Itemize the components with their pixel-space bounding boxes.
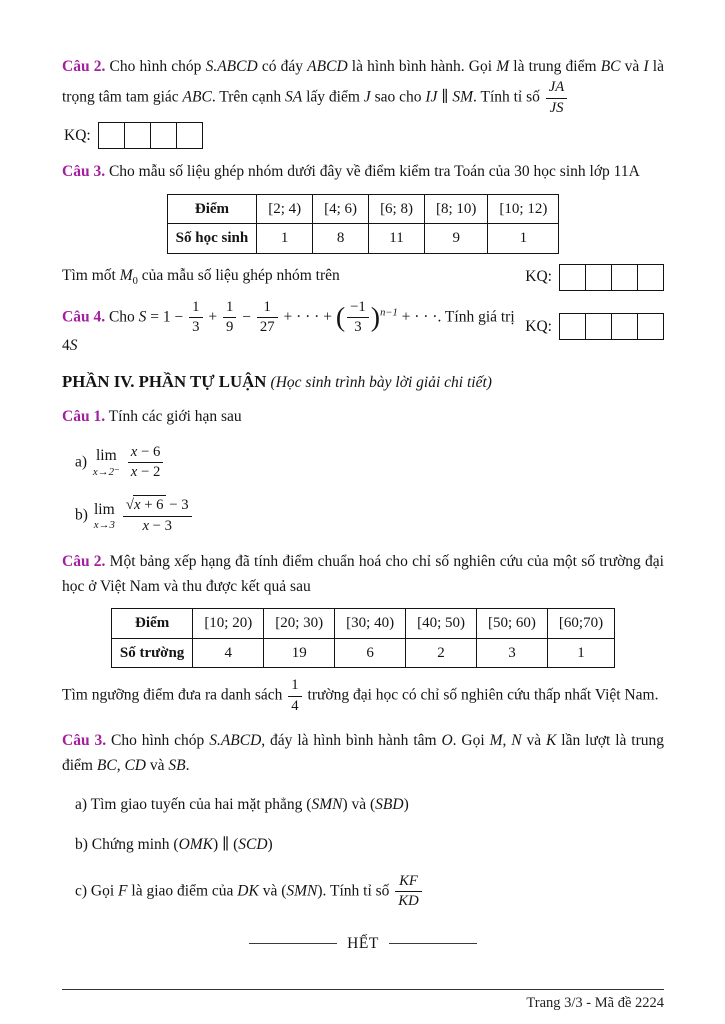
answer-cell — [585, 314, 611, 339]
text-run: − 2 — [137, 464, 161, 481]
fraction-denominator — [395, 892, 421, 911]
text-run: + 6 — [140, 496, 164, 513]
table-cell: 2 — [406, 638, 477, 668]
text-run: S — [69, 336, 78, 354]
text-run: 1 — [291, 677, 299, 694]
text-run: Cho hình chóp — [105, 58, 206, 75]
page-content — [62, 54, 664, 953]
text-run: trường đại học có chỉ số nghiên cứu thấp nhất Việt Nam. — [303, 687, 659, 705]
answer-box — [559, 264, 664, 291]
text-run: ). Tính tỉ số — [317, 882, 394, 900]
fraction — [123, 497, 192, 535]
text-run: 3 — [192, 319, 200, 336]
text-run: SM — [452, 88, 473, 106]
text-run: O — [441, 731, 453, 749]
text-run: 1 — [263, 298, 271, 315]
text-run: Cho hình chóp — [106, 731, 210, 749]
text-run: là giao điểm của — [127, 882, 238, 900]
text-run: K — [546, 731, 557, 749]
text-run: là trung điểm — [509, 58, 601, 75]
limit-subscript: x→3 — [93, 518, 115, 531]
text-run: I — [643, 58, 649, 75]
fraction — [128, 444, 164, 482]
table-cell: 4 — [193, 638, 264, 668]
text-run: ) ∥ ( — [213, 835, 239, 853]
table-cell: [2; 4) — [257, 194, 313, 224]
text-run: ) và ( — [342, 796, 376, 814]
text-run: và ( — [258, 882, 287, 900]
radicand — [133, 495, 166, 513]
fraction-numerator — [347, 299, 369, 319]
fraction — [288, 677, 301, 715]
text-run: . Tính tỉ số — [473, 88, 544, 106]
text-run: SCD — [238, 835, 268, 853]
text-run: JA — [548, 79, 565, 96]
limit-operator — [94, 502, 115, 531]
fraction-numerator — [288, 677, 301, 697]
question-4-row — [62, 299, 664, 355]
answer-box — [98, 122, 203, 149]
threshold-question — [62, 677, 664, 715]
text-run: Câu 2. — [62, 553, 106, 571]
text-run: Tính các giới hạn sau — [105, 407, 242, 425]
answer-cell — [560, 314, 585, 339]
text-run: Một bảng xếp hạng đã tính điểm chuẩn hoá cho chỉ số nghiên cứu của một số trường đại học ở Việt Nam và thu được kết quả sau — [62, 553, 664, 596]
fraction-denominator — [123, 517, 192, 536]
text-run: 4 — [291, 698, 299, 715]
text-run: SBD — [375, 796, 404, 814]
table-row — [111, 609, 614, 639]
table-cell: [40; 50) — [406, 609, 477, 639]
table-header-cell: Số học sinh — [167, 224, 257, 254]
text-run: CD — [124, 756, 146, 774]
table-cell: 6 — [335, 638, 406, 668]
question-1a — [75, 444, 664, 482]
table-cell: [8; 10) — [424, 194, 487, 224]
text-run: SB — [168, 756, 186, 774]
text-run: có đáy — [257, 58, 308, 75]
text-run: SMN — [311, 796, 343, 814]
text-run: c) Gọi — [75, 882, 119, 900]
text-run: và — [620, 58, 644, 75]
question-3-part4 — [62, 728, 664, 778]
answer-cell — [150, 123, 176, 148]
text-run: a) Tìm giao tuyến của hai mặt phẳng ( — [75, 796, 312, 814]
text-run: 27 — [259, 319, 275, 336]
text-run: + — [204, 308, 222, 326]
divider-line — [249, 943, 337, 944]
text-run: S.ABCD — [209, 731, 262, 749]
text-run: ABCD — [307, 58, 348, 75]
answer-cell — [637, 265, 663, 290]
table-cell: [10; 12) — [488, 194, 559, 224]
text-run: = 1 − — [146, 308, 188, 326]
fraction — [347, 299, 369, 337]
text-run: Tìm ngưỡng điểm đưa ra danh sách — [62, 687, 287, 705]
question-2-part3 — [62, 54, 664, 117]
text-run: x — [130, 464, 138, 481]
question-3c — [75, 873, 664, 911]
fraction-numerator — [189, 299, 202, 319]
answer-cell — [585, 265, 611, 290]
answer-cell — [611, 314, 637, 339]
text-run: M — [496, 58, 510, 75]
fraction-denominator — [257, 318, 278, 337]
text-run: Câu 2. — [62, 58, 106, 75]
table-header-cell: Số trường — [111, 638, 192, 668]
answer-cell — [99, 123, 124, 148]
text-run: Câu 3. — [62, 731, 107, 749]
question-3a — [75, 793, 664, 818]
text-run: SA — [285, 88, 303, 106]
text-run: lấy điểm — [302, 88, 364, 106]
answer-cell — [611, 265, 637, 290]
table-cell: [30; 40) — [335, 609, 406, 639]
table-cell: 9 — [424, 224, 487, 254]
fraction-numerator — [123, 497, 192, 517]
text-run: Câu 1. — [62, 407, 106, 425]
fraction — [395, 873, 421, 911]
limit-word: lim — [94, 500, 115, 518]
table-cell: 1 — [488, 224, 559, 254]
text-run: của mẫu số liệu ghép nhóm trên — [137, 266, 340, 284]
end-label: HẾT — [347, 934, 379, 952]
text-run: Cho mẫu số liệu ghép nhóm dưới đây về điểm kiểm tra Toán của 30 học sinh lớp 11A — [105, 163, 640, 181]
limit-operator — [93, 448, 120, 477]
part4-heading-title: PHẦN IV. PHẦN TỰ LUẬN — [62, 371, 271, 391]
divider-line — [389, 943, 477, 944]
square-root — [126, 497, 166, 513]
text-run: . Gọi — [452, 731, 490, 749]
text-run: + · · · + — [279, 308, 336, 326]
text-run: ) — [267, 835, 273, 853]
text-run: Tìm mốt — [62, 266, 120, 284]
text-run: , — [116, 756, 125, 774]
fraction-numerator — [223, 299, 236, 319]
text-run: BC — [600, 58, 621, 75]
question-3b — [75, 833, 664, 858]
text-run: là trọng tâm tam giác — [62, 58, 664, 106]
table-cell: 11 — [369, 224, 425, 254]
radical-sign: √ — [125, 496, 134, 513]
text-run: ( — [335, 301, 346, 333]
text-run: −1 — [350, 298, 366, 315]
text-run: Câu 3. — [62, 163, 106, 181]
table-cell: 19 — [264, 638, 335, 668]
answer-row-mode — [525, 264, 664, 291]
fraction-numerator — [128, 444, 164, 464]
text-run: J — [363, 88, 371, 106]
question-3-part3 — [62, 159, 664, 184]
page-footer — [62, 989, 664, 1012]
text-run: BC — [96, 756, 117, 774]
question-1b — [75, 497, 664, 535]
text-run: lần lượt là trung điểm — [62, 731, 665, 774]
text-run: KD — [398, 893, 419, 910]
table-cell: [6; 8) — [369, 194, 425, 224]
table-cell: [20; 30) — [264, 609, 335, 639]
question-2-part4 — [62, 549, 664, 599]
part4-heading — [62, 370, 664, 394]
text-run: − 3 — [148, 517, 173, 534]
text-run: M — [119, 266, 133, 284]
table-row — [111, 638, 614, 668]
part4-heading-note: (Học sinh trình bày lời giải chi tiết) — [270, 373, 492, 391]
text-run: KF — [399, 872, 418, 889]
text-run: − 6 — [137, 443, 161, 460]
text-run: là hình bình hành. Gọi — [347, 58, 497, 75]
table-header-cell: Điểm — [111, 609, 192, 639]
fraction-denominator — [128, 463, 164, 482]
fraction-denominator — [189, 318, 202, 337]
mode-question-row — [62, 264, 664, 291]
text-run: JS — [549, 99, 564, 116]
mode-question-text — [62, 267, 340, 287]
limit-word: lim — [95, 447, 117, 465]
text-run: 9 — [226, 319, 234, 336]
limit-subscript: x→2⁻ — [92, 465, 120, 478]
table-row — [167, 224, 559, 254]
question-4-part3 — [62, 299, 525, 355]
score-table-2 — [111, 608, 615, 668]
text-run: x — [133, 496, 141, 513]
answer-box — [559, 313, 664, 340]
text-run: b) — [75, 506, 92, 524]
text-run: 3 — [354, 319, 362, 336]
text-run: IJ — [425, 88, 438, 106]
fraction-denominator — [288, 697, 301, 716]
text-run: , đáy là hình bình hành tâm — [261, 731, 442, 749]
text-run: b) Chứng minh ( — [75, 835, 179, 853]
text-run: và — [145, 756, 169, 774]
text-run: . — [185, 756, 190, 774]
text-run: . Trên cạnh — [211, 88, 286, 106]
end-divider — [62, 935, 664, 953]
kq-label: KQ: — [525, 268, 552, 286]
text-run: 1 — [226, 298, 234, 315]
text-run: , — [502, 731, 512, 749]
text-run: SMN — [286, 882, 318, 900]
table-cell: [60;70) — [547, 609, 614, 639]
table-cell: 3 — [477, 638, 548, 668]
text-run: Câu 4. — [62, 308, 106, 326]
fraction-denominator — [546, 99, 568, 118]
text-run: OMK — [178, 835, 214, 853]
text-run: a) — [75, 453, 91, 471]
subscript: 0 — [132, 276, 138, 288]
score-table-1 — [167, 194, 560, 254]
text-run: sao cho — [370, 88, 426, 106]
text-run: − — [238, 308, 255, 326]
table-cell: [50; 60) — [477, 609, 548, 639]
table-cell: 1 — [257, 224, 313, 254]
answer-cell — [560, 265, 585, 290]
table-cell: [4; 6) — [313, 194, 369, 224]
text-run: S.ABCD — [205, 58, 258, 75]
fraction — [189, 299, 202, 337]
fraction-numerator — [546, 79, 568, 99]
fraction — [257, 299, 278, 337]
answer-cell — [124, 123, 150, 148]
text-run: ) — [403, 796, 409, 814]
fraction — [546, 79, 568, 117]
text-run: Cho — [105, 308, 139, 326]
text-run: ) — [370, 301, 381, 333]
superscript: n−1 — [380, 307, 398, 319]
table-row — [167, 194, 559, 224]
text-run: F — [118, 882, 128, 900]
text-run: ABC — [182, 88, 212, 106]
text-run: N — [511, 731, 522, 749]
fraction-numerator — [257, 299, 278, 319]
text-run: 1 — [192, 298, 200, 315]
text-run: x — [130, 443, 138, 460]
text-run: − 3 — [165, 496, 189, 513]
fraction — [223, 299, 236, 337]
text-run: + · · ·. Tính giá trị 4 — [62, 308, 515, 354]
text-run: ∥ — [437, 88, 453, 106]
question-1-part4 — [62, 404, 664, 429]
text-run: S — [138, 308, 147, 326]
fraction-numerator — [395, 873, 421, 893]
text-run: DK — [237, 882, 259, 900]
fraction-denominator — [223, 318, 236, 337]
table-cell: 8 — [313, 224, 369, 254]
answer-row-q2 — [64, 122, 664, 149]
table-header-cell: Điểm — [167, 194, 257, 224]
text-run: và — [521, 731, 547, 749]
answer-cell — [176, 123, 202, 148]
kq-label: KQ: — [525, 317, 552, 335]
text-run: M — [489, 731, 503, 749]
answer-row-q4 — [525, 313, 664, 340]
fraction-denominator — [347, 318, 369, 337]
table-cell: [10; 20) — [193, 609, 264, 639]
answer-cell — [637, 314, 663, 339]
page-number: Trang 3/3 - Mã đề 2224 — [526, 995, 664, 1011]
text-run: x — [142, 517, 149, 534]
table-cell: 1 — [547, 638, 614, 668]
kq-label: KQ: — [64, 126, 91, 144]
